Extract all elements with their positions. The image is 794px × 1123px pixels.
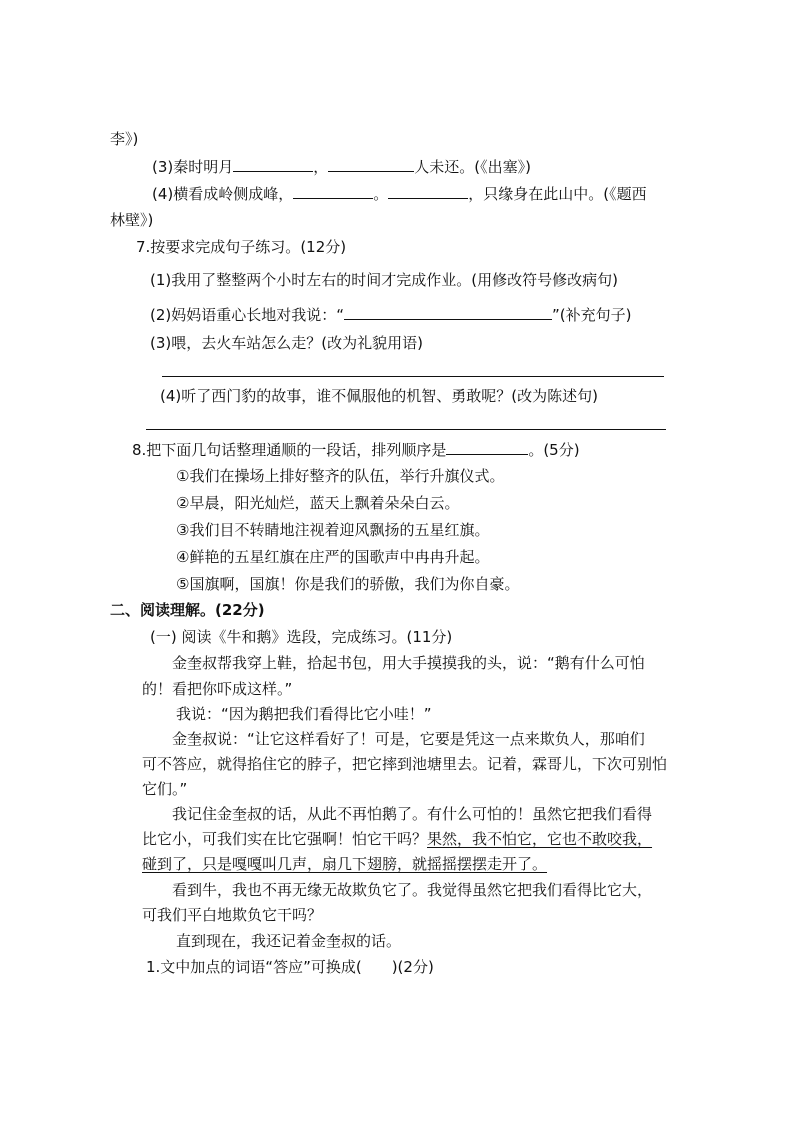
passage-line: 的！看把你吓成这样。”	[142, 680, 293, 698]
q6-line-3: (3)秦时明月 ， 人未还。(《出塞》)	[152, 158, 531, 176]
q8-item: ③我们目不转睛地注视着迎风飘扬的五星红旗。	[176, 521, 490, 539]
underlined-sentence: 果然，我不怕它，它也不敢咬我，	[427, 830, 653, 848]
q7-sentence-3: (3)喂，去火车站怎么走？(改为礼貌用语)	[150, 334, 423, 352]
passage-line: 我记住金奎叔的话，从此不再怕鹅了。有什么可怕的！虽然它把我们看得	[172, 805, 653, 823]
passage-line: 比它小，可我们实在比它强啊！怕它干吗？果然，我不怕它，它也不敢咬我，	[142, 830, 653, 848]
q6-line-4-wrap: 林壁》)	[110, 211, 154, 229]
q6-line-4: (4)横看成岭侧成峰， 。 ，只缘身在此山中。(《题西	[152, 185, 647, 203]
q8-item: ①我们在操场上排好整齐的队伍，举行升旗仪式。	[176, 467, 505, 485]
answer-blank[interactable]	[328, 157, 414, 172]
answer-blank[interactable]	[344, 305, 552, 320]
section-subheading: (一) 阅读《牛和鹅》选段，完成练习。(11分)	[150, 628, 453, 646]
passage-line: 直到现在，我还记着金奎叔的话。	[176, 932, 402, 950]
answer-blank[interactable]	[233, 157, 313, 172]
q7-sentence-2: (2)妈妈语重心长地对我说：“ ”(补充句子)	[150, 306, 632, 324]
q8-title: 8.把下面几句话整理通顺的一段话，排列顺序是 。(5分)	[132, 441, 580, 459]
passage-line: 金奎叔说：“让它这样看好了！可是，它要是凭这一点来欺负人，那咱们	[172, 730, 645, 748]
answer-blank[interactable]	[293, 184, 373, 199]
underlined-sentence: 碰到了，只是嘎嘎叫几声，扇几下翅膀，就摇摇摆摆走开了。	[142, 855, 548, 873]
section-heading: 二、阅读理解。(22分)	[110, 601, 265, 619]
passage-line: 金奎叔帮我穿上鞋，拾起书包，用大手摸摸我的头，说：“鹅有什么可怕	[172, 654, 645, 672]
answer-line[interactable]	[146, 429, 666, 430]
passage-line: 我说：“因为鹅把我们看得比它小哇！”	[176, 705, 432, 723]
q7-title: 7.按要求完成句子练习。(12分)	[136, 238, 347, 256]
q7-sentence-1: (1)我用了整整两个小时左右的时间才完成作业。(用修改符号修改病句)	[150, 271, 618, 289]
passage-line: 看到牛，我也不再无缘无故欺负它了。我觉得虽然它把我们看得比它大，	[172, 881, 653, 899]
q6-continuation: 李》)	[110, 130, 139, 148]
passage-line: 可不答应，就得掐住它的脖子，把它摔到池塘里去。记着，霖哥儿，下次可别怕	[142, 755, 668, 773]
answer-blank[interactable]	[446, 440, 528, 455]
reading-question-1: 1.文中加点的词语“答应”可换成( )(2分)	[146, 958, 434, 976]
answer-blank[interactable]	[388, 184, 468, 199]
q8-item: ⑤国旗啊，国旗！你是我们的骄傲，我们为你自豪。	[176, 575, 520, 593]
q7-sentence-4: (4)听了西门豹的故事，谁不佩服他的机智、勇敢呢？(改为陈述句)	[160, 387, 598, 405]
q8-item: ②早晨，阳光灿烂，蓝天上飘着朵朵白云。	[176, 494, 460, 512]
answer-line[interactable]	[162, 376, 664, 377]
passage-line: 它们。”	[142, 780, 188, 798]
q8-item: ④鲜艳的五星红旗在庄严的国歌声中冉冉升起。	[176, 548, 490, 566]
passage-line: 可我们平白地欺负它干吗？	[142, 906, 323, 924]
